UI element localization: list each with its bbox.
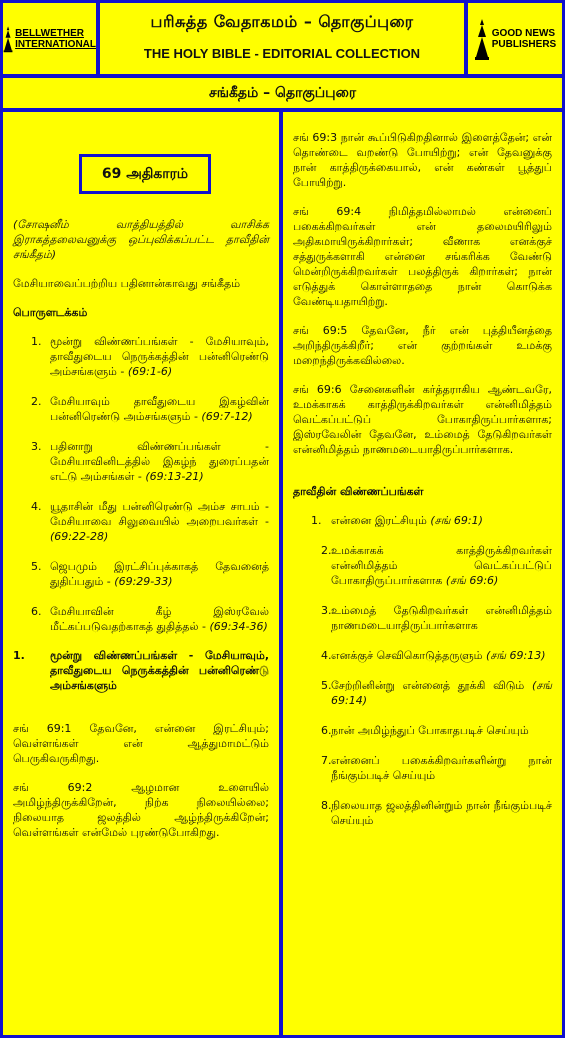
verse-69-4: சங் 69:4 நிமித்தமில்லாமல் என்னைப் பகைக்கிறவர்கள் என் தலைமயிரிலும் அதிகமாயிருக்கிறார்கள்; வீணாக எனக்குச் சத்துருக்களாகி என்னை சங்கரிக்க வேண்டு மென்றிருக்கிறவர்கள் பலத்திருக் கிறார்கள்; நான் எடுத்துக் கொள்ளாததை நான் கொடுக்க வேண்டியதாயிற்று. — [293, 205, 552, 308]
toc-heading: பொருளடக்கம் — [13, 306, 88, 319]
prayer-item: 4. எனக்குச் செவிகொடுத்தருளும் (சங் 69:13) — [321, 649, 546, 662]
toc-item: 2. மேசியாவும் தாவீதுடைய இகழ்வின் பன்னிரெண்டு அம்சங்களும் - (69:7-12) — [31, 395, 269, 423]
psalm-intro: (சோஷனீம் வாத்தியத்தில் வாசிக்க இராகத்தலைவனுக்கு ஒப்புவிக்கப்பட்ட தாவீதின் சங்கீதம்) — [13, 218, 269, 261]
chapter-box: 69 அதிகாரம் — [79, 154, 211, 194]
toc-item: 3. பதினாறு விண்ணப்பங்கள் - மேசியாவினிடத்தில் இகழ்ந் துரைப்பதன் எட்டு அம்சங்கள் - (69:13-21) — [31, 440, 269, 483]
prayer-item: 7. என்னைப் பகைக்கிறவர்களின்று நான் நீங்கும்படிச் செய்யும் — [321, 754, 552, 782]
page-title-tamil: பரிசுத்த வேதாகமம் – தொகுப்புரை — [150, 12, 414, 31]
header-title-box — [100, 3, 464, 74]
verse-69-1: சங் 69:1 தேவனே, என்னை இரட்சியும்; வெள்ளங்கள் என் ஆத்துமாமட்டும் பெருகிவருகிறது. — [13, 722, 269, 765]
left-column — [3, 112, 279, 1035]
prayer-item: 6. நான் அமிழ்ந்துப் போகாதபடிச் செய்யும் — [321, 724, 529, 737]
toc-item: 5. ஜெபமும் இரட்சிப்புக்காகத் தேவனைத் துதிப்பதும் - (69:29-33) — [31, 560, 269, 588]
prayers-list — [293, 513, 552, 828]
prayer-item: 1. என்னை இரட்சியும் (சங் 69:1) — [311, 514, 483, 527]
verse-69-6: சங் 69:6 சேனைகளின் கர்த்தராகிய ஆண்டவரே, உமக்காகக் காத்திருக்கிறவர்கள் என்னிமித்தம் வெட்கப்பட்டுப் போகாதிருப்பார்களாக; இஸ்ரவேலின் தேவனே, உம்மைத் தேடுகிறவர்கள் என்னிமித்தம் நாணமடையாதிருப்பார்களாக. — [293, 383, 552, 456]
logo-left-line-2: INTERNATIONAL — [15, 38, 96, 50]
page-title-english: THE HOLY BIBLE - EDITORIAL COLLECTION — [143, 46, 421, 61]
toc-item: 4. யூதாசின் மீது பன்னிரெண்டு அம்ச சாபம் - மேசியாவை சிலுவையில் அறைபவர்கள் - (69:22-28) — [31, 500, 269, 543]
verse-69-2: சங் 69:2 ஆழமான உளையில் அமிழ்ந்திருக்கிறேன், நிற்க நிலையில்லை; நிலையாத ஜலத்தில் ஆழ்ந்திருக்கிறேன்; வெள்ளங்கள் என்மேல் புரண்டுபோகிறது. — [13, 781, 269, 839]
psalm-subtitle: மேசியாவைப்பற்றிய பதினான்காவது சங்கீதம் — [13, 277, 241, 290]
section-heading: 1. மூன்று விண்ணப்பங்கள் - மேசியாவும், தாவீதுடைய நெருக்கத்தின் பன்னிரெண்டு அம்சங்களும் — [13, 649, 269, 692]
right-column — [283, 112, 562, 1035]
section-subheader: சங்கீதம் – தொகுப்புரை — [3, 78, 562, 108]
prayer-item: 2. உமக்காகக் காத்திருக்கிறவர்கள் என்னிமித்தம் வெட்கப்பட்டுப் போகாதிருப்பார்களாக (சங் 69:6) — [321, 544, 552, 587]
prayer-item: 5. சேற்றினின்று என்னைத் தூக்கி விடும் (சங் 69:14) — [321, 679, 552, 707]
prayer-item: 8. நிலையாத ஜலத்தினின்றும் நான் நீங்கும்படிச் செய்யும் — [321, 799, 552, 827]
verse-69-5: சங் 69:5 தேவனே, நீர் என் புத்தியீனத்தை அறிந்திருக்கிறீர்; என் குற்றங்கள் உமக்கு மறைந்திருக்கவில்லை. — [293, 324, 552, 367]
good-news-icon — [474, 17, 490, 61]
toc-list — [13, 334, 269, 634]
prayer-item: 3. உம்மைத் தேடுகிறவர்கள் என்னிமித்தம் நாணமடையாதிருப்பார்களாக — [321, 604, 552, 632]
toc-item: 1. மூன்று விண்ணப்பங்கள் - மேசியாவும், தாவீதுடைய நெருக்கத்தின் பன்னிரெண்டு அம்சங்களும் - (69:1-6) — [31, 335, 269, 378]
bellwether-icon — [3, 17, 13, 61]
prayers-heading: தாவீதின் விண்ணப்பங்கள் — [293, 485, 424, 498]
verse-69-3: சங் 69:3 நான் கூப்பிடுகிறதினால் இளைத்தேன்; என் தொண்டை வறண்டு போயிற்று; என் தேவனுக்கு நான் காத்திருக்கையால், என் கண்கள் பூத்துப் போயிற்று. — [293, 131, 552, 189]
logo-right-line-1: GOOD NEWS — [491, 27, 556, 39]
publisher-logo-right — [468, 3, 562, 74]
logo-right-line-2: PUBLISHERS — [491, 38, 557, 50]
toc-item: 6. மேசியாவின் கீழ் இஸ்ரவேல் மீட்கப்படுவதற்காகத் துதித்தல் - (69:34-36) — [31, 605, 269, 633]
publisher-logo-left — [3, 3, 96, 74]
logo-left-line-1: BELLWETHER — [15, 27, 84, 39]
